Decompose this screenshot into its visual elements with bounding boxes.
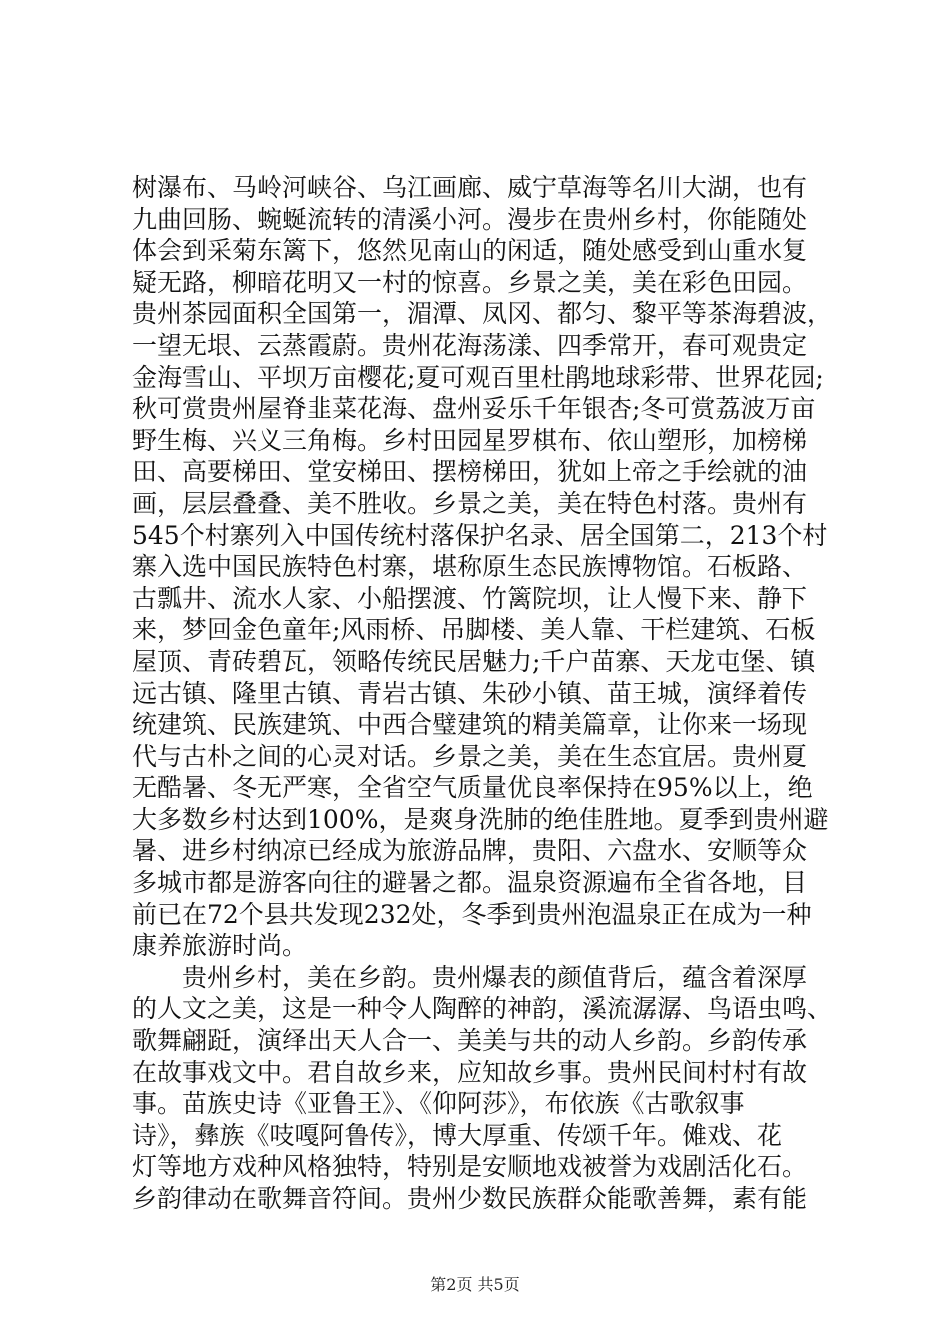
body-text [132, 172, 832, 1215]
text-line: 前已在72个县共发现232处，冬季到贵州泡温泉正在成为一种 [132, 899, 812, 929]
text-line: 无酷暑、冬无严寒，全省空气质量优良率保持在95%以上，绝 [132, 773, 813, 803]
text-line: 代与古朴之间的心灵对话。乡景之美，美在生态宜居。贵州夏 [132, 741, 808, 771]
text-line: 在故事戏文中。君自故乡来，应知故乡事。贵州民间村村有故 [132, 1057, 808, 1087]
text-line: 多城市都是游客向往的避暑之都。温泉资源遍布全省各地，目 [132, 868, 808, 898]
text-line: 大多数乡村达到100%，是爽身洗肺的绝佳胜地。夏季到贵州避 [132, 804, 829, 834]
text-line: 秋可赏贵州屋脊韭菜花海、盘州妥乐千年银杏;冬可赏荔波万亩 [132, 394, 816, 424]
text-line: 来，梦回金色童年;风雨桥、吊脚楼、美人靠、干栏建筑、石板 [132, 615, 816, 645]
text-line: 一望无垠、云蒸霞蔚。贵州花海荡漾、四季常开，春可观贵定 [132, 330, 808, 360]
text-line: 的人文之美，这是一种令人陶醉的神韵，溪流潺潺、鸟语虫鸣、 [132, 994, 833, 1024]
text-line: 九曲回肠、蜿蜒流转的清溪小河。漫步在贵州乡村，你能随处 [132, 204, 808, 234]
text-line: 灯等地方戏种风格独特，特别是安顺地戏被誉为戏剧活化石。 [132, 1152, 808, 1182]
text-line: 事。苗族史诗《亚鲁王》、《仰阿莎》，布依族《古歌叙事 [132, 1089, 745, 1119]
text-line: 545个村寨列入中国传统村落保护名录、居全国第二，213个村 [132, 520, 828, 550]
text-line: 画，层层叠叠、美不胜收。乡景之美，美在特色村落。贵州有 [132, 488, 808, 518]
text-line: 树瀑布、马岭河峡谷、乌江画廊、威宁草海等名川大湖，也有 [132, 173, 808, 202]
text-line: 乡韵律动在歌舞音符间。贵州少数民族群众能歌善舞，素有能 [132, 1184, 808, 1213]
page-number-footer: 第2页 共5页 [430, 1275, 520, 1294]
text-line: 诗》，彝族《吱嘎阿鲁传》，博大厚重、传颂千年。傩戏、花 [132, 1120, 783, 1150]
text-line: 金海雪山、平坝万亩樱花;夏可观百里杜鹃地球彩带、世界花园; [132, 362, 824, 392]
text-line: 体会到采菊东篱下，悠然见南山的闲适，随处感受到山重水复 [132, 236, 808, 266]
text-line: 暑、进乡村纳凉已经成为旅游品牌，贵阳、六盘水、安顺等众 [132, 836, 808, 866]
text-line: 古瓢井、流水人家、小船摆渡、竹篱院坝，让人慢下来、静下 [132, 583, 808, 613]
text-line: 远古镇、隆里古镇、青岩古镇、朱砂小镇、苗王城，演绎着传 [132, 678, 808, 708]
text-line: 田、高要梯田、堂安梯田、摆榜梯田，犹如上帝之手绘就的油 [132, 457, 808, 487]
text-line: 寨入选中国民族特色村寨，堪称原生态民族博物馆。石板路、 [132, 552, 808, 582]
text-line: 统建筑、民族建筑、中西合璧建筑的精美篇章，让你来一场现 [132, 710, 808, 740]
text-line: 贵州乡村，美在乡韵。贵州爆表的颜值背后，蕴含着深厚 [132, 962, 808, 992]
text-line: 疑无路，柳暗花明又一村的惊喜。乡景之美，美在彩色田园。 [132, 267, 808, 297]
text-line: 贵州茶园面积全国第一，湄潭、凤冈、都匀、黎平等茶海碧波， [132, 299, 833, 329]
text-line: 屋顶、青砖碧瓦，领略传统民居魅力;千户苗寨、天龙屯堡、镇 [132, 646, 816, 676]
text-line: 歌舞翩跹，演绎出天人合一、美美与共的动人乡韵。乡韵传承 [132, 1026, 808, 1056]
text-line: 野生梅、兴义三角梅。乡村田园星罗棋布、依山塑形，加榜梯 [132, 425, 808, 455]
text-line: 康养旅游时尚。 [132, 931, 308, 961]
